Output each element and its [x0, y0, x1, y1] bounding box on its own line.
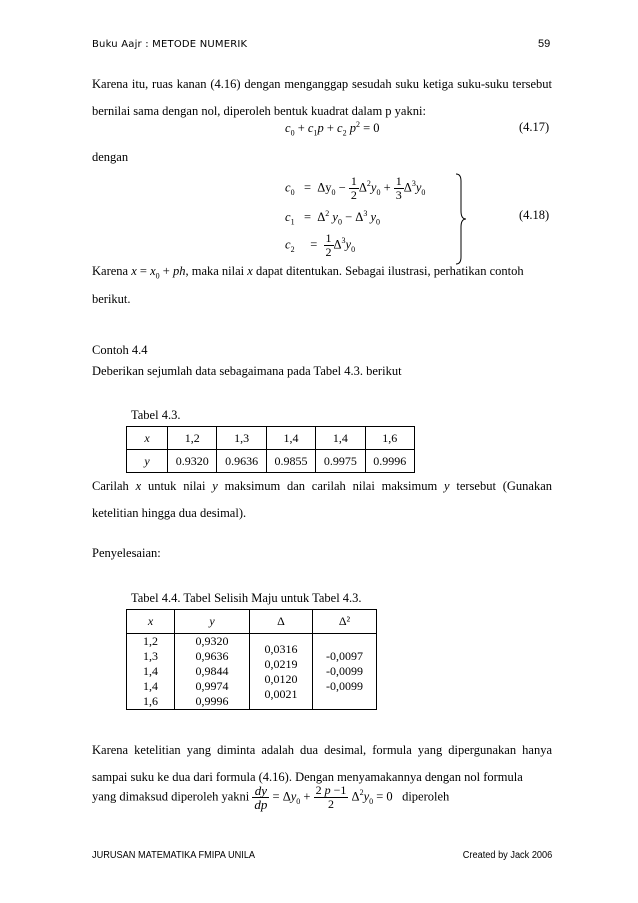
column-x: [127, 634, 175, 710]
list-item: -0,0099: [326, 664, 363, 678]
footer-right: Created by Jack 2006: [462, 850, 552, 861]
table-cell: 1,4: [266, 427, 315, 450]
column-y: [175, 634, 250, 710]
column-header-delta: Δ: [250, 610, 313, 634]
table-cell: 0.9996: [365, 450, 414, 473]
column-header-x: x: [127, 610, 175, 634]
equation-c2: $c_2$ = $\frac{1}{2}$ $\Delta^3y_0$: [285, 231, 356, 259]
column-delta2: [313, 634, 377, 710]
equation-number-4-17: (4.17): [519, 120, 550, 134]
footer-left: JURUSAN MATEMATIKA FMIPA UNILA: [92, 850, 256, 861]
table-row-y: [127, 450, 415, 473]
table-cell: 0.9320: [168, 450, 217, 473]
final-suffix: diperoleh: [402, 789, 450, 804]
dapat-ditentukan: dapat ditentukan. Sebagai ilustrasi, perhatikan contoh: [255, 264, 524, 278]
table-body-row: [127, 634, 377, 710]
example-description: Deberikan sejumlah data sebagaimana pada Tabel 4.3. berikut: [92, 364, 402, 378]
paragraph-intro: Karena itu, ruas kanan (4.16) dengan menganggap sesudah suku ketiga suku-suku tersebut bernilai sama dengan nol, diperoleh bentuk kuadrat dalam p yakni:: [92, 77, 552, 118]
list-item: 0,9844: [195, 664, 229, 678]
equation-c0: $c_0 = \Delta y_0$ − $\frac{1}{2}$ $\Delta^2y_0$ + $\frac{1}{3}$ $\Delta^3y_0$: [285, 174, 426, 202]
page-number: 59: [538, 38, 551, 50]
maka-nilai: , maka nilai: [185, 264, 245, 278]
table-cell: 1,4: [316, 427, 365, 450]
list-item: 0,9996: [195, 694, 229, 708]
column-delta: [250, 634, 313, 710]
karena-word: Karena: [92, 264, 129, 278]
table-4-4: [126, 609, 377, 710]
list-item: 0,0120: [264, 671, 298, 686]
right-brace: [455, 173, 467, 265]
table-cell-x-label: x: [127, 427, 168, 450]
dengan-label: dengan: [92, 150, 129, 164]
x-symbol: x: [247, 264, 253, 278]
list-item: 0,9636: [195, 649, 229, 663]
table-cell: 1,3: [217, 427, 266, 450]
table-cell: 0.9975: [316, 450, 365, 473]
list-item: 0,0219: [264, 656, 298, 671]
equation-number-4-18: (4.18): [519, 208, 550, 222]
column-header-y: y: [175, 610, 250, 634]
table-4-4-caption: Tabel 4.4. Tabel Selisih Maju untuk Tabel 4.3.: [131, 591, 362, 605]
list-item: 0,0021: [264, 686, 298, 701]
list-item: -0,0097: [326, 649, 363, 663]
list-item: 1,3: [143, 649, 158, 663]
list-item: 0,9320: [195, 634, 229, 648]
table-cell: 0.9855: [266, 450, 315, 473]
table-cell: 1,6: [365, 427, 414, 450]
list-item: 0,0316: [264, 641, 298, 656]
example-title: Contoh 4.4: [92, 343, 148, 357]
final-prefix: yang dimaksud diperoleh yakni: [92, 789, 250, 804]
penyelesaian-label: Penyelesaian:: [92, 546, 161, 560]
question-paragraph: Carilah x untuk nilai y maksimum dan carilah nilai maksimum y tersebut (Gunakan ketelitian hingga dua desimal).: [92, 479, 552, 520]
list-item: 1,4: [143, 664, 158, 678]
table-4-3-caption: Tabel 4.3.: [131, 408, 181, 422]
equation-c1: $c_1 = \Delta^2$ $y_0 - \Delta^3$ $y_0$: [285, 209, 380, 227]
berikut-word: berikut.: [92, 292, 131, 306]
paragraph-final: Karena ketelitian yang diminta adalah dua desimal, formula yang dipergunakan hanya sampai suku ke dua dari formula (4.16). Dengan menyamakannya dengan nol formula: [92, 743, 552, 784]
karena-line: Karena $x = x_0$ + ph, maka nilai x dapat ditentukan. Sebagai ilustrasi, perhatikan contoh: [92, 264, 524, 281]
list-item: -0,0099: [326, 679, 363, 693]
table-cell-y-label: y: [127, 450, 168, 473]
column-header-delta2: Δ²: [313, 610, 377, 634]
table-cell: 0.9636: [217, 450, 266, 473]
list-item: 1,2: [143, 634, 158, 648]
equation-4-17: $c_0 + c_1p + c_2$ $p^2 = 0$: [285, 120, 380, 138]
list-item: 1,4: [143, 679, 158, 693]
table-4-3: [126, 426, 415, 473]
table-header-row: [127, 610, 377, 634]
table-cell: 1,2: [168, 427, 217, 450]
running-header: Buku Aajr : METODE NUMERIK: [92, 39, 248, 50]
list-item: 0,9974: [195, 679, 229, 693]
table-row-x: [127, 427, 415, 450]
final-formula-line: yang dimaksud diperoleh yakni $\frac{dy}{dp}$ = $\Delta y_0$ + $\frac{2 p -1}{2}$ $\Delta^2y_0 = 0$ diperoleh: [92, 783, 450, 812]
list-item: 1,6: [143, 694, 158, 708]
